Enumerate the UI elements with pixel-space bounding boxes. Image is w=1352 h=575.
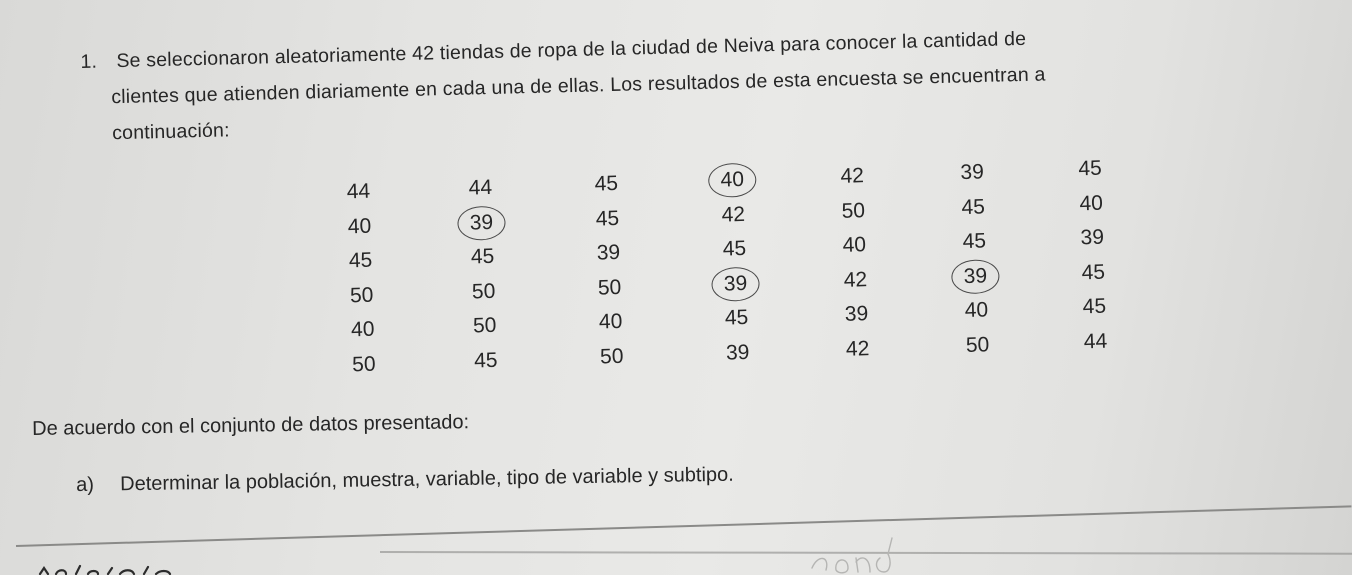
problem-number: 1. bbox=[80, 50, 98, 73]
data-value: 45 bbox=[1082, 294, 1107, 319]
data-value: 50 bbox=[471, 279, 496, 304]
data-value-circled: 39 bbox=[945, 260, 1006, 292]
data-value: 39 bbox=[1080, 225, 1105, 250]
data-value: 42 bbox=[840, 164, 865, 188]
data-value: 45 bbox=[1078, 156, 1103, 181]
data-value: 44 bbox=[346, 179, 371, 204]
data-value: 40 bbox=[842, 233, 867, 257]
question-a-letter: a) bbox=[76, 473, 95, 496]
data-value: 50 bbox=[599, 344, 624, 369]
data-value: 42 bbox=[843, 267, 868, 292]
problem-statement bbox=[80, 14, 1322, 152]
data-value: 44 bbox=[1083, 329, 1108, 353]
data-value: 50 bbox=[965, 332, 990, 357]
question-intro: De acuerdo con el conjunto de datos presentado: bbox=[32, 411, 470, 440]
data-value: 50 bbox=[841, 198, 866, 223]
data-value: 50 bbox=[597, 275, 622, 300]
data-value-circled: 39 bbox=[451, 207, 512, 239]
data-value: 45 bbox=[470, 244, 495, 269]
data-value: 40 bbox=[350, 317, 375, 342]
data-value: 45 bbox=[722, 236, 747, 261]
data-value: 50 bbox=[349, 283, 374, 307]
data-value: 39 bbox=[725, 340, 750, 365]
answer-line-1 bbox=[16, 505, 1351, 546]
data-table bbox=[328, 152, 1174, 385]
data-value: 45 bbox=[595, 206, 620, 231]
data-value: 40 bbox=[598, 309, 623, 334]
data-value: 45 bbox=[962, 229, 987, 254]
pencil-scribble bbox=[808, 534, 928, 574]
data-value: 45 bbox=[1081, 260, 1106, 284]
data-value: 40 bbox=[1079, 191, 1104, 215]
data-value-circled: 39 bbox=[705, 268, 766, 300]
problem-line-2: clientes que atienden diariamente en cada una de ellas. Los resultados de esta encuesta se encuentran a bbox=[111, 63, 1046, 109]
data-value: 40 bbox=[964, 298, 989, 323]
problem-text-line-1: Se seleccionaron aleatoriamente 42 tiendas de ropa de la ciudad de Neiva para conocer la cantidad de bbox=[116, 27, 1027, 73]
data-value: 39 bbox=[960, 160, 985, 185]
data-value: 42 bbox=[721, 202, 746, 227]
handwriting-fragment bbox=[36, 562, 216, 575]
question-a bbox=[76, 464, 734, 497]
data-value: 45 bbox=[594, 171, 619, 196]
data-value: 39 bbox=[844, 302, 869, 326]
data-value: 50 bbox=[351, 352, 376, 376]
data-value: 44 bbox=[468, 175, 493, 200]
data-value: 45 bbox=[961, 194, 986, 219]
data-value-circled: 40 bbox=[702, 164, 763, 196]
data-value: 50 bbox=[472, 313, 497, 338]
data-value: 40 bbox=[347, 214, 372, 238]
data-value: 45 bbox=[473, 348, 498, 372]
data-value: 42 bbox=[845, 336, 870, 361]
problem-line-3: continuación: bbox=[111, 119, 230, 145]
question-a-text: Determinar la población, muestra, variable, tipo de variable y subtipo. bbox=[119, 463, 734, 496]
data-value: 39 bbox=[596, 240, 621, 265]
data-value: 45 bbox=[724, 305, 749, 330]
data-value: 45 bbox=[348, 248, 373, 273]
